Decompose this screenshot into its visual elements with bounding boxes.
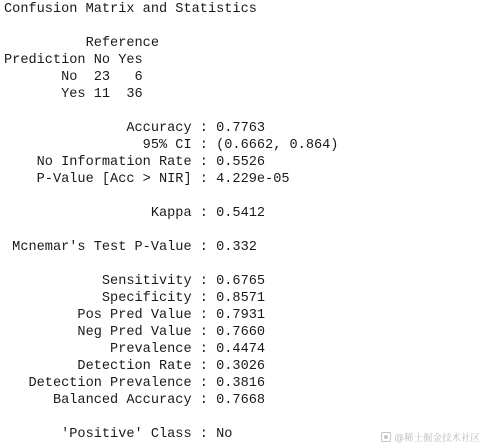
stat-pos-pred-value: Pos Pred Value : 0.7931	[4, 308, 266, 323]
stat-p-value: P-Value [Acc > NIR] : 4.229e-05	[4, 172, 290, 187]
watermark-logo-icon	[381, 432, 391, 442]
stat-sensitivity: Sensitivity : 0.6765	[4, 274, 266, 289]
stat-positive-class: 'Positive' Class : No	[4, 427, 233, 442]
stat-accuracy: Accuracy : 0.7763	[4, 121, 266, 136]
matrix-row-no: No 23 6	[4, 70, 143, 85]
matrix-row-yes: Yes 11 36	[4, 87, 143, 102]
watermark	[381, 430, 480, 444]
console-blank-line	[4, 409, 338, 426]
stat-mcnemar-p-value: Mcnemar's Test P-Value : 0.332	[4, 240, 257, 255]
console-output	[4, 1, 338, 443]
stat-detection-prevalence: Detection Prevalence : 0.3816	[4, 376, 266, 391]
stat-kappa: Kappa : 0.5412	[4, 206, 266, 221]
stat-prevalence: Prevalence : 0.4474	[4, 342, 266, 357]
console-blank-line	[4, 18, 338, 35]
stat-no-information-rate: No Information Rate : 0.5526	[4, 155, 266, 170]
console-blank-line	[4, 222, 338, 239]
matrix-prediction-header: Prediction No Yes	[4, 53, 143, 68]
console-blank-line	[4, 188, 338, 205]
console-blank-line	[4, 256, 338, 273]
watermark-text: @稀土掘金技术社区	[394, 433, 480, 444]
stat-balanced-accuracy: Balanced Accuracy : 0.7668	[4, 393, 266, 408]
console-blank-line	[4, 103, 338, 120]
stat-detection-rate: Detection Rate : 0.3026	[4, 359, 266, 374]
stat-neg-pred-value: Neg Pred Value : 0.7660	[4, 325, 266, 340]
stat-confidence-interval: 95% CI : (0.6662, 0.864)	[4, 138, 339, 153]
stat-specificity: Specificity : 0.8571	[4, 291, 266, 306]
matrix-reference-header: Reference	[4, 36, 159, 51]
console-title: Confusion Matrix and Statistics	[4, 2, 257, 17]
